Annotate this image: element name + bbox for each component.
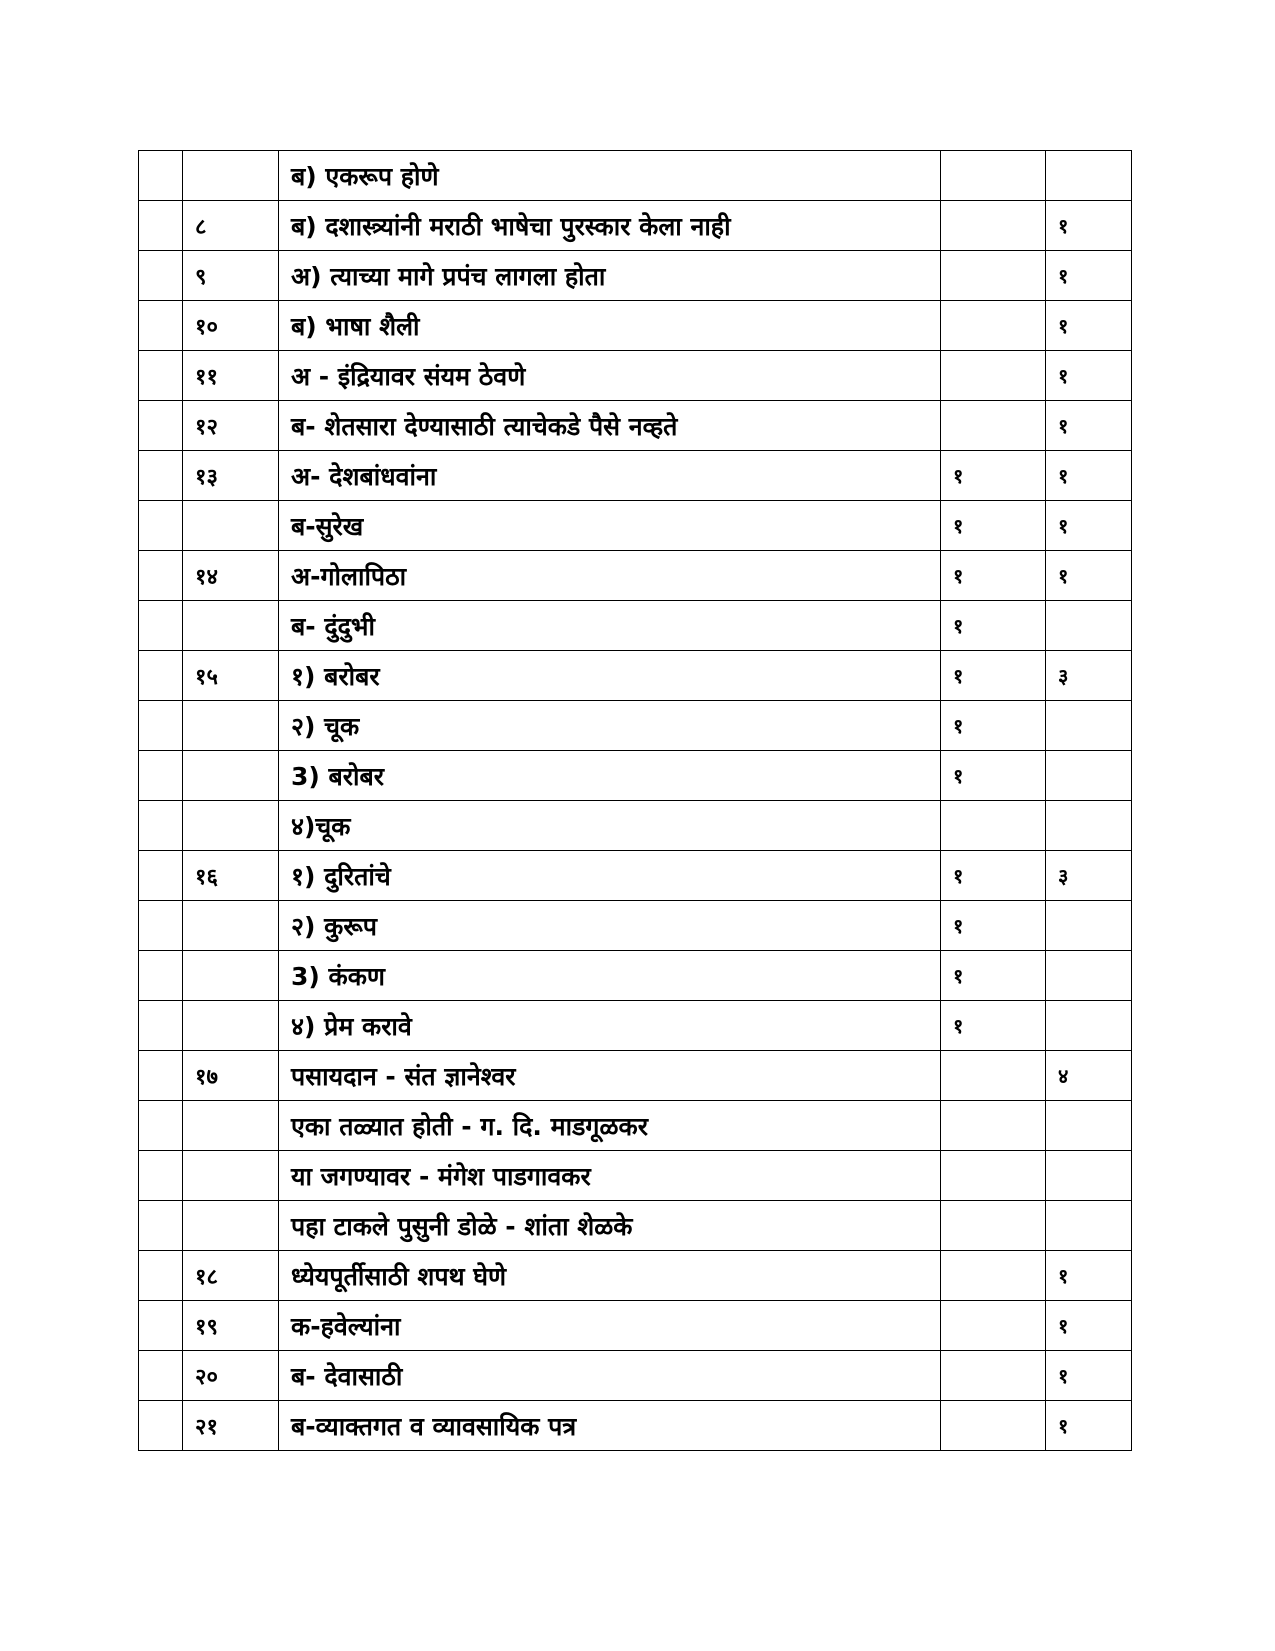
total-marks-cell: [1046, 1151, 1132, 1201]
answer-cell: १) बरोबर: [279, 651, 941, 701]
question-number-cell: [183, 601, 279, 651]
blank-cell: [139, 301, 183, 351]
answer-cell: २) चूक: [279, 701, 941, 751]
question-number-cell: [183, 951, 279, 1001]
blank-cell: [139, 351, 183, 401]
blank-cell: [139, 151, 183, 201]
total-marks-cell: [1046, 601, 1132, 651]
table-row: [139, 851, 1132, 901]
marks-cell: १: [941, 551, 1046, 601]
blank-cell: [139, 1051, 183, 1101]
total-marks-cell: १: [1046, 351, 1132, 401]
question-number-cell: ११: [183, 351, 279, 401]
question-number-cell: १०: [183, 301, 279, 351]
answer-cell: ४)चूक: [279, 801, 941, 851]
table-row: [139, 1251, 1132, 1301]
answer-cell: १) दुरितांचे: [279, 851, 941, 901]
table-row: [139, 901, 1132, 951]
answer-cell: या जगण्यावर - मंगेश पाडगावकर: [279, 1151, 941, 1201]
answer-cell: ब) एकरूप होणे: [279, 151, 941, 201]
answer-cell: ब- देवासाठी: [279, 1351, 941, 1401]
question-number-cell: [183, 1101, 279, 1151]
table-row: [139, 1301, 1132, 1351]
question-number-cell: [183, 1151, 279, 1201]
answer-cell: ब-व्याक्तगत व व्यावसायिक पत्र: [279, 1401, 941, 1451]
question-number-cell: [183, 701, 279, 751]
marks-cell: [941, 801, 1046, 851]
total-marks-cell: [1046, 1201, 1132, 1251]
answer-cell: ब) दशास्त्र्यांनी मराठी भाषेचा पुरस्कार केला नाही: [279, 201, 941, 251]
question-number-cell: १९: [183, 1301, 279, 1351]
marks-cell: [941, 401, 1046, 451]
table-row: [139, 151, 1132, 201]
marks-cell: १: [941, 601, 1046, 651]
marks-cell: [941, 1051, 1046, 1101]
marks-cell: १: [941, 951, 1046, 1001]
total-marks-cell: ३: [1046, 651, 1132, 701]
question-number-cell: १६: [183, 851, 279, 901]
marks-cell: [941, 201, 1046, 251]
marks-cell: [941, 1401, 1046, 1451]
question-number-cell: १८: [183, 1251, 279, 1301]
marks-cell: [941, 1351, 1046, 1401]
answer-cell: 3) बरोबर: [279, 751, 941, 801]
marks-cell: १: [941, 501, 1046, 551]
blank-cell: [139, 401, 183, 451]
question-number-cell: १७: [183, 1051, 279, 1101]
blank-cell: [139, 201, 183, 251]
answer-cell: अ- देशबांधवांना: [279, 451, 941, 501]
blank-cell: [139, 1301, 183, 1351]
blank-cell: [139, 1401, 183, 1451]
table-row: [139, 651, 1132, 701]
marks-cell: १: [941, 901, 1046, 951]
blank-cell: [139, 1001, 183, 1051]
marks-cell: [941, 301, 1046, 351]
total-marks-cell: १: [1046, 1401, 1132, 1451]
total-marks-cell: [1046, 151, 1132, 201]
total-marks-cell: १: [1046, 401, 1132, 451]
blank-cell: [139, 1151, 183, 1201]
total-marks-cell: [1046, 1001, 1132, 1051]
answer-cell: ब-सुरेख: [279, 501, 941, 551]
blank-cell: [139, 951, 183, 1001]
blank-cell: [139, 601, 183, 651]
answer-cell: 3) कंकण: [279, 951, 941, 1001]
total-marks-cell: १: [1046, 301, 1132, 351]
table-row: [139, 1351, 1132, 1401]
table-row: [139, 751, 1132, 801]
table-row: [139, 801, 1132, 851]
question-number-cell: [183, 501, 279, 551]
marks-cell: [941, 1251, 1046, 1301]
table-row: [139, 1051, 1132, 1101]
table-row: [139, 1001, 1132, 1051]
table-row: [139, 701, 1132, 751]
question-number-cell: ९: [183, 251, 279, 301]
total-marks-cell: [1046, 1101, 1132, 1151]
marks-cell: १: [941, 751, 1046, 801]
question-number-cell: [183, 1001, 279, 1051]
table-row: [139, 351, 1132, 401]
total-marks-cell: [1046, 751, 1132, 801]
table-row: [139, 251, 1132, 301]
marks-cell: [941, 1201, 1046, 1251]
marks-cell: १: [941, 651, 1046, 701]
blank-cell: [139, 1251, 183, 1301]
table-row: [139, 451, 1132, 501]
question-number-cell: २०: [183, 1351, 279, 1401]
table-row: [139, 1101, 1132, 1151]
blank-cell: [139, 451, 183, 501]
question-number-cell: [183, 1201, 279, 1251]
total-marks-cell: १: [1046, 1351, 1132, 1401]
marks-cell: १: [941, 701, 1046, 751]
question-number-cell: [183, 751, 279, 801]
table-row: [139, 551, 1132, 601]
total-marks-cell: १: [1046, 251, 1132, 301]
blank-cell: [139, 1201, 183, 1251]
answer-key-table: [138, 150, 1132, 1451]
answer-cell: एका तळ्यात होती - ग. दि. माडगूळकर: [279, 1101, 941, 1151]
total-marks-cell: १: [1046, 201, 1132, 251]
blank-cell: [139, 501, 183, 551]
table-row: [139, 201, 1132, 251]
total-marks-cell: १: [1046, 501, 1132, 551]
table-row: [139, 1201, 1132, 1251]
question-number-cell: [183, 801, 279, 851]
answer-table-body: [139, 151, 1132, 1451]
answer-cell: पहा टाकले पुसुनी डोळे - शांता शेळके: [279, 1201, 941, 1251]
table-row: [139, 301, 1132, 351]
marks-cell: १: [941, 1001, 1046, 1051]
answer-cell: ब- दुंदुभी: [279, 601, 941, 651]
table-row: [139, 501, 1132, 551]
table-row: [139, 601, 1132, 651]
blank-cell: [139, 851, 183, 901]
answer-cell: ध्येयपूर्तीसाठी शपथ घेणे: [279, 1251, 941, 1301]
total-marks-cell: १: [1046, 451, 1132, 501]
question-number-cell: १३: [183, 451, 279, 501]
blank-cell: [139, 1101, 183, 1151]
table-row: [139, 401, 1132, 451]
marks-cell: १: [941, 851, 1046, 901]
marks-cell: [941, 251, 1046, 301]
question-number-cell: ८: [183, 201, 279, 251]
total-marks-cell: १: [1046, 551, 1132, 601]
blank-cell: [139, 251, 183, 301]
question-number-cell: २१: [183, 1401, 279, 1451]
question-number-cell: १५: [183, 651, 279, 701]
marks-cell: [941, 351, 1046, 401]
blank-cell: [139, 1351, 183, 1401]
total-marks-cell: १: [1046, 1251, 1132, 1301]
answer-cell: ४) प्रेम करावे: [279, 1001, 941, 1051]
total-marks-cell: [1046, 701, 1132, 751]
answer-cell: २) कुरूप: [279, 901, 941, 951]
blank-cell: [139, 801, 183, 851]
blank-cell: [139, 651, 183, 701]
total-marks-cell: १: [1046, 1301, 1132, 1351]
blank-cell: [139, 751, 183, 801]
table-row: [139, 1151, 1132, 1201]
total-marks-cell: [1046, 901, 1132, 951]
table-row: [139, 951, 1132, 1001]
answer-cell: ब) भाषा शैली: [279, 301, 941, 351]
blank-cell: [139, 701, 183, 751]
answer-cell: अ) त्याच्या मागे प्रपंच लागला होता: [279, 251, 941, 301]
table-row: [139, 1401, 1132, 1451]
marks-cell: १: [941, 451, 1046, 501]
answer-cell: क-हवेल्यांना: [279, 1301, 941, 1351]
marks-cell: [941, 1151, 1046, 1201]
answer-cell: ब- शेतसारा देण्यासाठी त्याचेकडे पैसे नव्हते: [279, 401, 941, 451]
question-number-cell: [183, 901, 279, 951]
question-number-cell: १४: [183, 551, 279, 601]
total-marks-cell: ४: [1046, 1051, 1132, 1101]
marks-cell: [941, 1301, 1046, 1351]
blank-cell: [139, 551, 183, 601]
blank-cell: [139, 901, 183, 951]
answer-cell: अ - इंद्रियावर संयम ठेवणे: [279, 351, 941, 401]
marks-cell: [941, 1101, 1046, 1151]
total-marks-cell: ३: [1046, 851, 1132, 901]
question-number-cell: [183, 151, 279, 201]
question-number-cell: १२: [183, 401, 279, 451]
marks-cell: [941, 151, 1046, 201]
total-marks-cell: [1046, 951, 1132, 1001]
answer-cell: पसायदान - संत ज्ञानेश्वर: [279, 1051, 941, 1101]
answer-cell: अ-गोलापिठा: [279, 551, 941, 601]
total-marks-cell: [1046, 801, 1132, 851]
